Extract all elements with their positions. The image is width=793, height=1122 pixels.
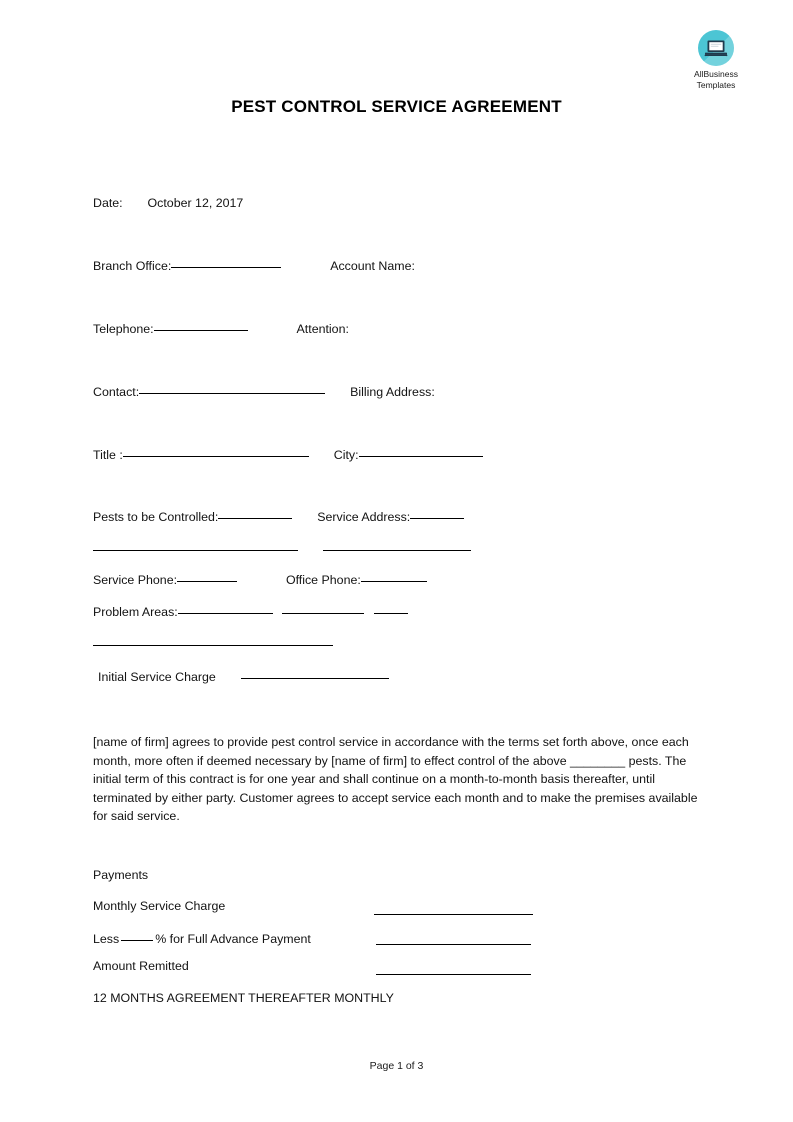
advance-discount-label-before: Less: [93, 931, 120, 946]
telephone-input-line[interactable]: [154, 320, 248, 331]
payments-row-amount-remitted: [93, 959, 701, 989]
service-address-label: Service Address:: [317, 510, 411, 524]
monthly-service-charge-input-line[interactable]: [374, 914, 533, 915]
allbusiness-templates-logo: [676, 30, 756, 90]
service-address-input-line[interactable]: [410, 508, 464, 519]
attention-label: Attention:: [296, 322, 349, 336]
service-phone-input-line[interactable]: [177, 571, 237, 582]
logo-text-line2: Templates: [696, 79, 736, 90]
initial-service-charge-label: Initial Service Charge: [98, 670, 216, 684]
field-row-title: [93, 446, 701, 462]
telephone-label: Telephone:: [93, 322, 154, 336]
field-row-telephone: [93, 320, 701, 336]
pests-label: Pests to be Controlled:: [93, 510, 219, 524]
problem-areas-label: Problem Areas:: [93, 605, 178, 619]
field-row-branch-office: [93, 257, 701, 273]
office-phone-input-line[interactable]: [361, 571, 427, 582]
contact-label: Contact:: [93, 385, 140, 399]
field-row-initial-service-charge: [93, 668, 701, 684]
field-row-problem-areas: [93, 603, 701, 619]
laptop-glyph: [704, 39, 728, 57]
document-body: [93, 196, 701, 1005]
service-phone-label: Service Phone:: [93, 573, 178, 587]
office-phone-label: Office Phone:: [285, 573, 361, 587]
page-footer: Page 1 of 3: [369, 1060, 424, 1072]
logo-text: [676, 69, 756, 90]
problem-areas-continuation-line[interactable]: [93, 635, 333, 646]
advance-discount-percent-input[interactable]: [121, 929, 153, 941]
payments-row-monthly-service-charge: [93, 899, 701, 929]
laptop-icon: [698, 30, 734, 66]
advance-discount-label-after: % for Full Advance Payment: [155, 931, 311, 946]
pests-continuation-line[interactable]: [93, 540, 298, 551]
problem-areas-input-line-1[interactable]: [178, 603, 273, 614]
account-name-label: Account Name:: [330, 259, 415, 273]
title-label: Title :: [93, 448, 123, 462]
date-value: October 12, 2017: [147, 196, 244, 210]
initial-service-charge-input-line[interactable]: [241, 668, 389, 679]
title-input-line[interactable]: [123, 446, 309, 457]
service-address-continuation-line[interactable]: [323, 540, 471, 551]
field-row-continuation-1: [93, 540, 701, 556]
payments-heading: Payments: [93, 867, 149, 882]
page-title: PEST CONTROL SERVICE AGREEMENT: [231, 97, 562, 116]
advance-discount-label: [93, 929, 311, 946]
branch-office-label: Branch Office:: [93, 259, 172, 273]
billing-address-label: Billing Address:: [350, 385, 435, 399]
amount-remitted-label: Amount Remitted: [93, 958, 189, 973]
contact-input-line[interactable]: [139, 383, 325, 394]
field-row-date: [93, 196, 701, 210]
date-label: Date:: [93, 196, 123, 210]
pests-input-line[interactable]: [218, 508, 292, 519]
city-label: City:: [333, 448, 359, 462]
logo-text-line1: AllBusiness: [694, 69, 738, 79]
payments-section: [93, 868, 701, 1005]
field-row-continuation-2: [93, 635, 701, 651]
field-row-phones: [93, 571, 701, 587]
field-row-pests: [93, 508, 701, 524]
monthly-service-charge-label: Monthly Service Charge: [93, 898, 226, 913]
agreement-term-note: 12 MONTHS AGREEMENT THEREAFTER MONTHLY: [93, 990, 394, 1005]
field-row-contact: [93, 383, 701, 399]
problem-areas-input-line-3[interactable]: [374, 603, 408, 614]
branch-office-input-line[interactable]: [171, 257, 281, 268]
payments-row-advance-discount: [93, 929, 701, 959]
amount-remitted-input-line[interactable]: [376, 974, 531, 975]
problem-areas-input-line-2[interactable]: [282, 603, 364, 614]
agreement-paragraph: [name of firm] agrees to provide pest control service in accordance with the terms set forth above, once each month, more often if deemed necessary by [name of firm] to effect control of the above ________ pests. The initial term of this contract is for one year and shall continue on a month-to-month basis thereafter, until terminated by either party. Customer agrees to accept service each month and to make the premises available for said service.: [93, 735, 698, 824]
advance-discount-input-line[interactable]: [376, 944, 531, 945]
city-input-line[interactable]: [359, 446, 483, 457]
